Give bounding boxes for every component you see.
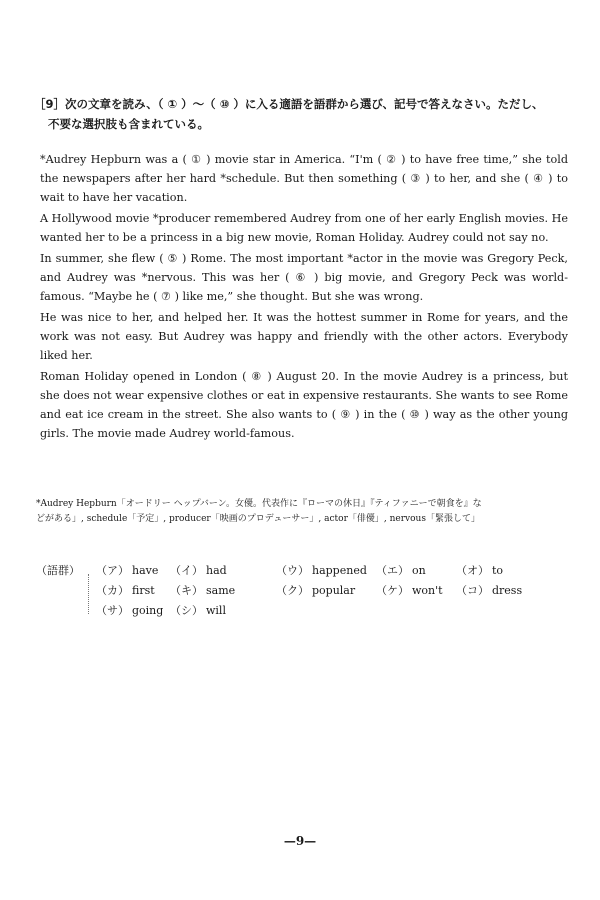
choice-word: have: [132, 564, 159, 577]
choice-mark: （オ）: [456, 564, 489, 577]
word-choice: [96, 582, 155, 598]
passage-paragraph-5: Roman Holiday opened in London ( ⑧ ) August 20. In the movie Audrey is a princess, but she does not wear expensive clothes or eat in expensive restaurants. She wants to see Rome and eat ice cream in the street. She also wants to ( ⑨ ) in the ( ⑩ ) way as the other young girls. The movie made Audrey world-famous.: [40, 370, 568, 440]
choice-word: won't: [412, 584, 443, 597]
notes-line-2: どがある」, schedule「予定」, producer「映画のプロデューサー」, actor「俳優」, nervous「緊張して」: [36, 514, 480, 524]
choice-mark: （カ）: [96, 584, 129, 597]
choice-mark: （シ）: [170, 604, 203, 617]
choice-word: had: [206, 564, 227, 577]
choice-mark: （キ）: [170, 584, 203, 597]
choice-word: will: [206, 604, 226, 617]
passage-paragraph-1: *Audrey Hepburn was a ( ① ) movie star in America. “I'm ( ② ) to have free time,” she told the newspapers after her hard *schedule. But then something ( ③ ) to her, and she ( ④ ) to wait to have her vacation.: [40, 153, 568, 204]
instruction-line-1: ［9］次の文章を読み、（ ① ）～（ ⑩ ）に入る適語を語群から選び、記号で答えなさい。ただし、: [34, 97, 544, 111]
choice-word: on: [412, 564, 426, 577]
choice-mark: （コ）: [456, 584, 489, 597]
word-choice: [276, 562, 367, 578]
reading-passage: [40, 150, 568, 445]
choice-word: to: [492, 564, 504, 577]
choice-mark: （ク）: [276, 584, 309, 597]
word-bank-bracket: [88, 574, 90, 614]
word-bank-label: （語群）: [36, 564, 80, 577]
passage-paragraph-3: In summer, she flew ( ⑤ ) Rome. The most important *actor in the movie was Gregory Peck, and Audrey was *nervous. This was her ( ⑥ ) big movie, and Gregory Peck was world-famous. “Maybe he ( ⑦ ) like me,” she thought. But she was wrong.: [40, 252, 568, 303]
word-choice: [376, 562, 426, 578]
word-choice: [376, 582, 443, 598]
choice-mark: （エ）: [376, 564, 409, 577]
question-instruction: [34, 94, 574, 134]
choice-word: dress: [492, 584, 523, 597]
vocabulary-notes: [36, 497, 572, 527]
word-choice: [96, 602, 163, 618]
choice-mark: （ウ）: [276, 564, 309, 577]
word-choice: [170, 582, 235, 598]
word-choice: [170, 602, 226, 618]
choice-mark: （ア）: [96, 564, 129, 577]
choice-word: going: [132, 604, 164, 617]
choice-word: happened: [312, 564, 367, 577]
instruction-line-2: 不要な選択肢も含まれている。: [48, 117, 209, 131]
page-number: —9—: [283, 834, 317, 848]
word-choice: [170, 562, 227, 578]
choice-word: same: [206, 584, 236, 597]
notes-line-1: *Audrey Hepburn「オードリー ヘップバーン。女優。代表作に『ローマの休日』『ティファニーで朝食を』な: [36, 499, 482, 509]
word-choice: [276, 582, 355, 598]
passage-paragraph-2: A Hollywood movie *producer remembered Audrey from one of her early English movies. He wanted her to be a princess in a big new movie, Roman Holiday. Audrey could not say no.: [40, 212, 568, 244]
word-choice: [456, 582, 522, 598]
choice-mark: （イ）: [170, 564, 203, 577]
word-choice: [96, 562, 158, 578]
choice-mark: （サ）: [96, 604, 129, 617]
passage-paragraph-4: He was nice to her, and helped her. It was the hottest summer in Rome for years, and the work was not easy. But Audrey was happy and friendly with the other actors. Everybody liked her.: [40, 311, 568, 362]
choice-mark: （ケ）: [376, 584, 409, 597]
word-choice: [456, 562, 503, 578]
choice-word: popular: [312, 584, 356, 597]
choice-word: first: [132, 584, 155, 597]
